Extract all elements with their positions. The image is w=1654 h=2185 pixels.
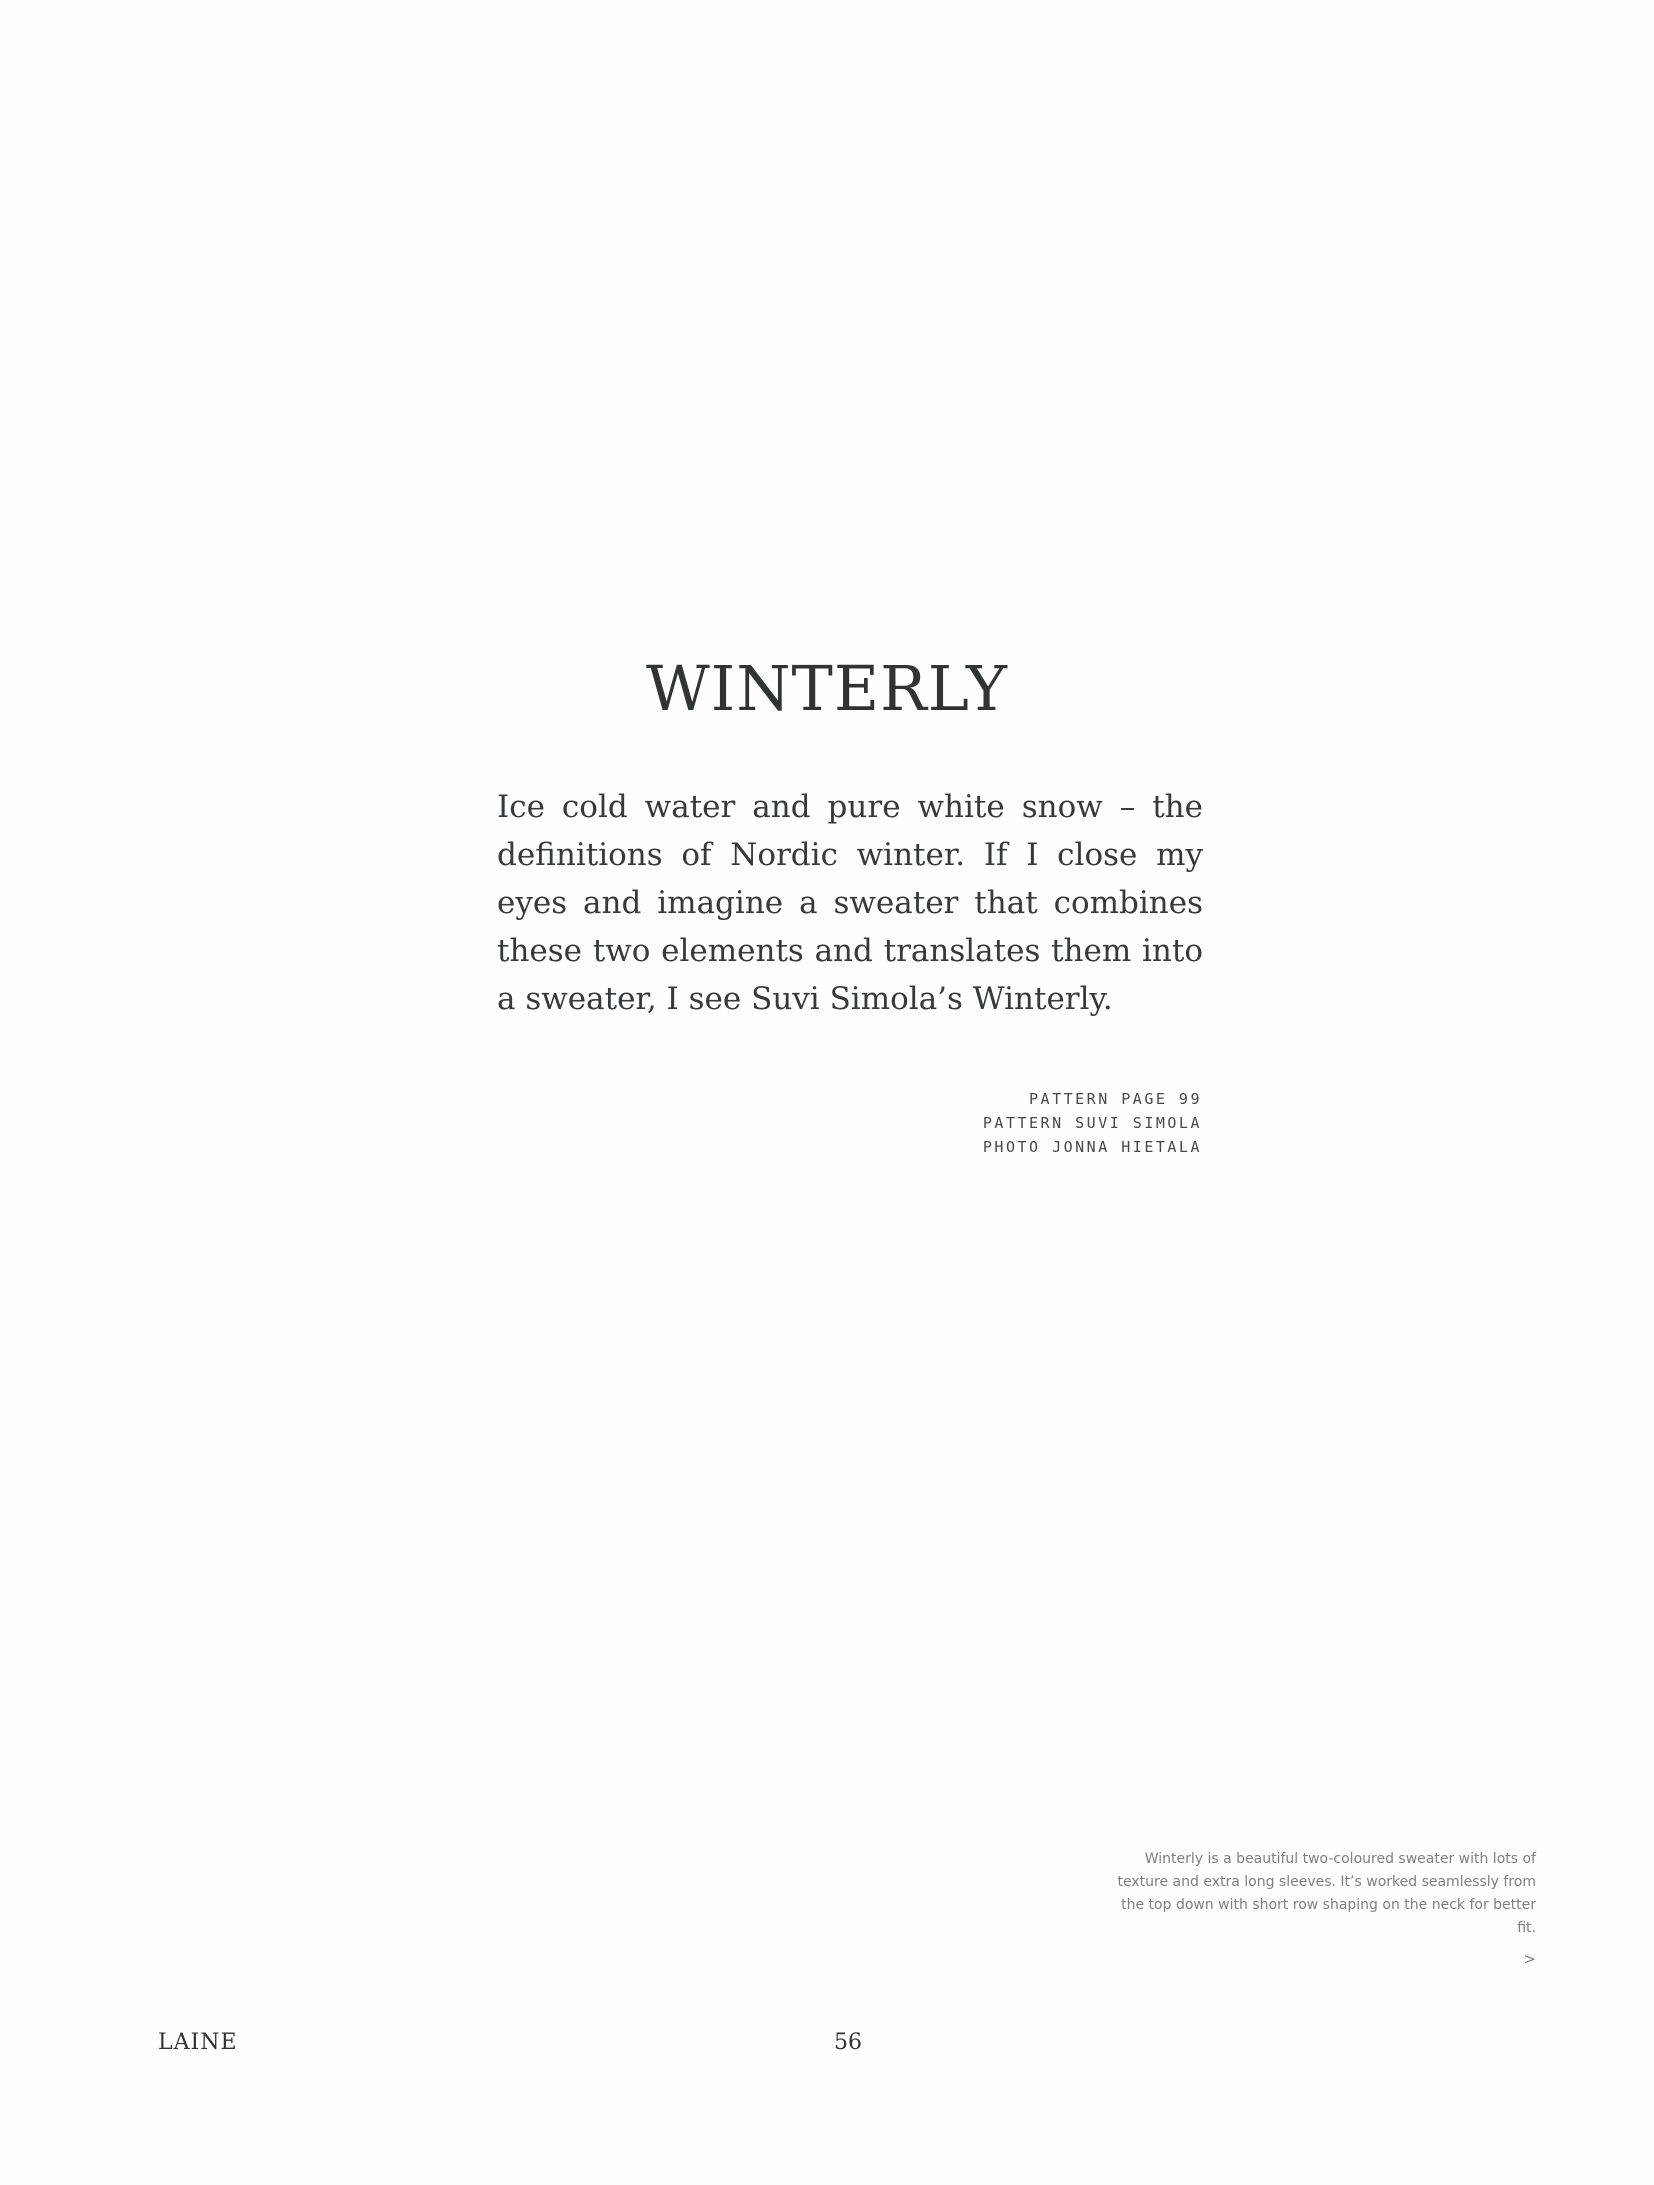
footer-magazine-name: LAINE xyxy=(158,2030,238,2055)
article-intro: Ice cold water and pure white snow – the definitions of Nordic winter. If I close my eyes and imagine a sweater that combines these two elements and translates them into a sweater, I see Suvi Simola’s Winterly. xyxy=(497,789,1203,1017)
next-page-indicator: > xyxy=(1523,1950,1536,1968)
article-title: WINTERLY xyxy=(646,652,1008,725)
credit-pattern-page: PATTERN PAGE 99 xyxy=(1029,1090,1202,1108)
credit-pattern-designer: PATTERN SUVI SIMOLA xyxy=(982,1114,1202,1132)
article-credits xyxy=(983,1087,1202,1159)
photo-caption: Winterly is a beautiful two-coloured sweater with lots of texture and extra long sleeves. It’s worked seamlessly from the top down with short row shaping on the neck for better fit. xyxy=(1117,1851,1536,1936)
credit-photographer: PHOTO JONNA HIETALA xyxy=(982,1138,1202,1156)
footer-page-number: 56 xyxy=(834,2030,862,2055)
